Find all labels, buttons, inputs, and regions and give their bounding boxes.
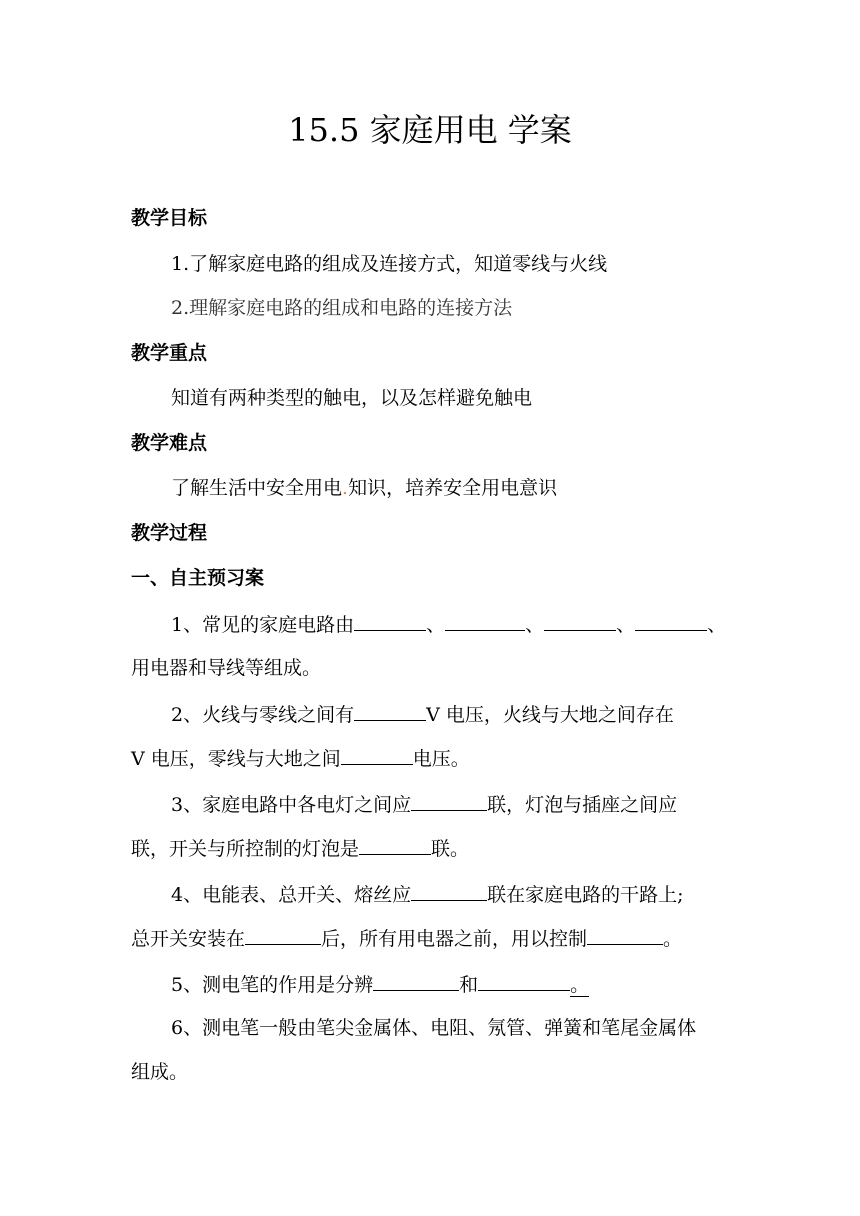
question-3-text: 联，灯泡与插座之间应 xyxy=(487,794,678,816)
section-heading-key: 教学重点 xyxy=(131,342,208,364)
question-2-line-1 xyxy=(171,700,674,729)
question-1-line-2: 用电器和导线等组成。 xyxy=(131,657,322,679)
difficulty-text-part-b: 知识，培养安全用电意识 xyxy=(348,477,558,499)
question-3-text: 3、家庭电路中各电灯之间应 xyxy=(171,794,412,816)
question-2-text: V 电压，零线与大地之间 xyxy=(131,748,341,770)
section-heading-difficulty: 教学难点 xyxy=(131,432,208,454)
page-title: 15.5 家庭用电 学案 xyxy=(288,111,572,149)
question-3-line-1 xyxy=(171,790,677,819)
question-4-text: 总开关安装在 xyxy=(131,928,246,950)
section-heading-goals: 教学目标 xyxy=(131,207,208,229)
question-2-line-2 xyxy=(131,744,470,773)
question-1-text: 1、常见的家庭电路由 xyxy=(171,614,355,636)
difficulty-text-part-a: 了解生活中安全用电 xyxy=(171,477,343,499)
section-heading-process: 教学过程 xyxy=(131,522,208,544)
blank-q1-1[interactable] xyxy=(354,610,426,631)
question-4-text: 联在家庭电路的干路上; xyxy=(487,884,684,906)
question-5-line-1 xyxy=(171,970,589,999)
question-4-text: 4、电能表、总开关、熔丝应 xyxy=(171,884,412,906)
question-6-line-1: 6、测电笔一般由笔尖金属体、电阻、氖管、弹簧和笔尾金属体 xyxy=(171,1017,697,1039)
blank-q2-1[interactable] xyxy=(354,700,426,721)
blank-q1-3[interactable] xyxy=(544,610,616,631)
question-3-text: 联。 xyxy=(431,838,470,860)
blank-q3-2[interactable] xyxy=(359,834,431,855)
key-point-text: 知道有两种类型的触电，以及怎样避免触电 xyxy=(171,387,533,409)
blank-q1-2[interactable] xyxy=(445,610,525,631)
blank-q2-2[interactable] xyxy=(341,744,413,765)
question-4-text: 。 xyxy=(663,928,683,950)
question-5-text: 5、测电笔的作用是分辨 xyxy=(171,974,374,996)
question-2-text: V 电压，火线与大地之间存在 xyxy=(426,704,674,726)
blank-q5-2[interactable] xyxy=(478,970,570,991)
blank-q4-1[interactable] xyxy=(411,880,487,901)
blank-q5-1[interactable] xyxy=(373,970,459,991)
goal-item-2: 2.理解家庭电路的组成和电路的连接方法 xyxy=(171,297,513,319)
question-6-line-2: 组成。 xyxy=(131,1061,189,1083)
question-5-text: 。 xyxy=(570,974,590,996)
question-2-text: 电压。 xyxy=(412,748,470,770)
separator: 、 xyxy=(525,614,545,636)
difficulty-text xyxy=(171,474,557,502)
question-3-line-2 xyxy=(131,834,469,863)
question-4-line-1 xyxy=(171,880,684,909)
separator: 、 xyxy=(426,614,446,636)
blank-q4-3[interactable] xyxy=(587,924,663,945)
blank-q1-4[interactable] xyxy=(635,610,707,631)
blank-q3-1[interactable] xyxy=(411,790,487,811)
goal-item-1: 1.了解家庭电路的组成及连接方式，知道零线与火线 xyxy=(171,253,608,275)
question-4-text: 后，所有用电器之前，用以控制 xyxy=(321,928,588,950)
question-1-line-1 xyxy=(171,610,726,639)
blank-q4-2[interactable] xyxy=(245,924,321,945)
stray-mark: . xyxy=(342,477,349,499)
separator: 、 xyxy=(707,614,727,636)
question-4-line-2 xyxy=(131,924,682,953)
question-3-text: 联，开关与所控制的灯泡是 xyxy=(131,838,360,860)
question-5-text: 和 xyxy=(459,974,479,996)
separator: 、 xyxy=(616,614,636,636)
section-heading-preview: 一、自主预习案 xyxy=(131,567,265,589)
question-2-text: 2、火线与零线之间有 xyxy=(171,704,355,726)
